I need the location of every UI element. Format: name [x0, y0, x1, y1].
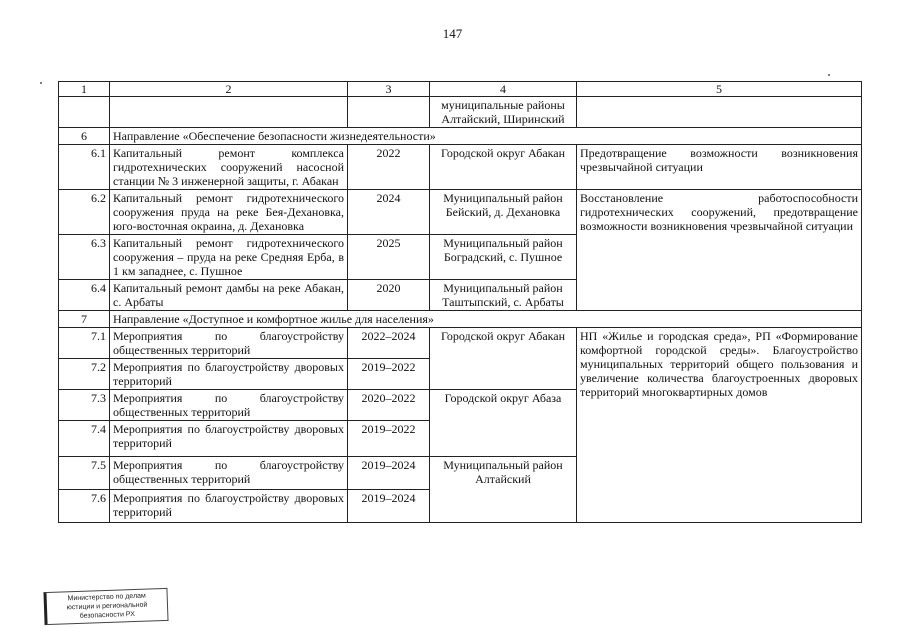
result-cell: Восстановление работоспособности гидротехнических сооружений, предотвращение возможности возникновения чрезвычайной ситуации [577, 190, 862, 311]
row-number: 7.3 [59, 390, 110, 421]
measure-name: Мероприятия по благоустройству общественных территорий [110, 328, 348, 359]
location-cell: Городской округ Абаза [430, 390, 577, 457]
page-number: 147 [442, 26, 463, 41]
table-cell [348, 97, 430, 128]
section-title: Направление «Доступное и комфортное жилье для населения» [110, 311, 862, 328]
row-number: 7.5 [59, 457, 110, 490]
year-cell: 2019–2024 [348, 457, 430, 490]
row-number: 6.1 [59, 145, 110, 190]
scan-speck [40, 82, 42, 84]
stamp-line: юстиции и региональной [66, 601, 148, 612]
year-cell: 2019–2024 [348, 490, 430, 523]
row-number: 7.6 [59, 490, 110, 523]
location-cell: Городской округ Абакан [430, 328, 577, 390]
row-number: 6.3 [59, 235, 110, 280]
table-row [59, 145, 862, 190]
year-cell: 2019–2022 [348, 421, 430, 457]
year-cell: 2020 [348, 280, 430, 311]
measure-name: Мероприятия по благоустройству общественных территорий [110, 390, 348, 421]
location-cell: Муниципальный район Бейский, д. Дехановка [430, 190, 577, 235]
location-cell: Муниципальный район Боградский, с. Пушное [430, 235, 577, 280]
ministry-stamp [43, 588, 168, 625]
year-cell: 2022 [348, 145, 430, 190]
section-number: 6 [59, 128, 110, 145]
table-row [59, 328, 862, 359]
row-number: 7.1 [59, 328, 110, 359]
location-cell: Муниципальный район Алтайский [430, 457, 577, 523]
stamp-line: безопасности РХ [79, 610, 136, 620]
measure-name: Капитальный ремонт дамбы на реке Абакан, с. Арбаты [110, 280, 348, 311]
result-cell: НП «Жилье и городская среда», РП «Формирование комфортной городской среды». Благоустройство муниципальных территорий общего пользования и увеличение количества благоустроенных дворовых территорий многоквартирных домов [577, 328, 862, 523]
result-cell: Предотвращение возможности возникновения чрезвычайной ситуации [577, 145, 862, 190]
table-cell [110, 97, 348, 128]
header-cell: 2 [110, 82, 348, 97]
year-cell: 2024 [348, 190, 430, 235]
table-cell [59, 97, 110, 128]
document-table [58, 81, 862, 523]
location-cell: Муниципальный район Таштыпский, с. Арбаты [430, 280, 577, 311]
measure-name: Мероприятия по благоустройству дворовых территорий [110, 359, 348, 390]
location-cell: Городской округ Абакан [430, 145, 577, 190]
stamp-line: Министерство по делам [67, 592, 146, 603]
section-number: 7 [59, 311, 110, 328]
row-number: 7.2 [59, 359, 110, 390]
table-row [59, 97, 862, 128]
table-cell [577, 97, 862, 128]
section-row [59, 128, 862, 145]
scan-speck [828, 74, 830, 76]
location-cell: муниципальные районы Алтайский, Ширинский [430, 97, 577, 128]
measure-name: Мероприятия по благоустройству дворовых территорий [110, 421, 348, 457]
row-number: 6.2 [59, 190, 110, 235]
measure-name: Капитальный ремонт гидротехнического сооружения – пруда на реке Средняя Ерба, в 1 км западнее, с. Пушное [110, 235, 348, 280]
header-cell: 3 [348, 82, 430, 97]
header-cell: 5 [577, 82, 862, 97]
table-header-row [59, 82, 862, 97]
section-title: Направление «Обеспечение безопасности жизнедеятельности» [110, 128, 862, 145]
table-row [59, 190, 862, 235]
section-row [59, 311, 862, 328]
year-cell: 2020–2022 [348, 390, 430, 421]
header-cell: 1 [59, 82, 110, 97]
year-cell: 2022–2024 [348, 328, 430, 359]
measure-name: Мероприятия по благоустройству общественных территорий [110, 457, 348, 490]
measure-name: Мероприятия по благоустройству дворовых территорий [110, 490, 348, 523]
row-number: 7.4 [59, 421, 110, 457]
header-cell: 4 [430, 82, 577, 97]
measure-name: Капитальный ремонт комплекса гидротехнических сооружений насосной станции № 3 инженерной защиты, г. Абакан [110, 145, 348, 190]
measure-name: Капитальный ремонт гидротехнического сооружения пруда на реке Бея-Дехановка, юго-восточная окраина, д. Дехановка [110, 190, 348, 235]
row-number: 6.4 [59, 280, 110, 311]
year-cell: 2019–2022 [348, 359, 430, 390]
year-cell: 2025 [348, 235, 430, 280]
